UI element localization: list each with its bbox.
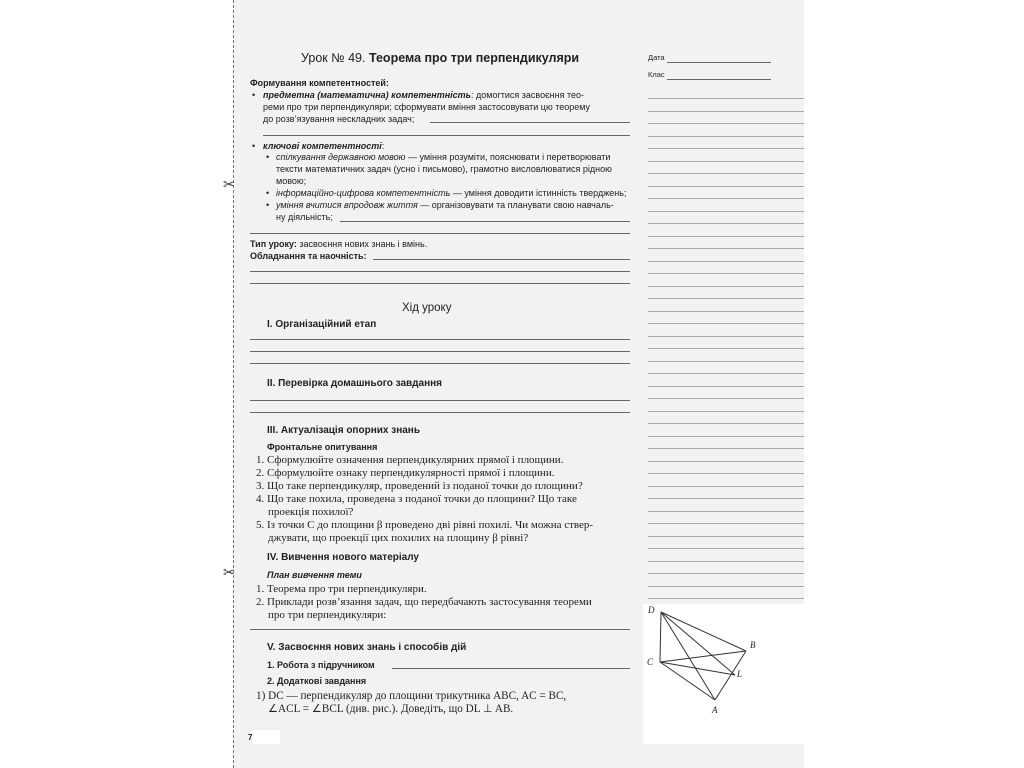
segment-CB [660, 651, 746, 662]
margin-note-line[interactable] [648, 323, 804, 324]
key-competences: ключові компетентності: [263, 141, 385, 151]
margin-note-line[interactable] [648, 261, 804, 262]
communication-line2: тексти математичних задач (усно і письмово), грамотно висловлюватися рідною [276, 164, 612, 174]
segment-CA [660, 662, 715, 700]
geometry-diagram [643, 604, 804, 744]
cut-line [233, 0, 234, 768]
margin-note-line[interactable] [648, 136, 804, 137]
question-5: 5. Із точки C до площини β проведено дві рівні похилі. Чи можна ствер- [256, 519, 594, 531]
scissors-icon: ✂ [223, 564, 235, 580]
page-number-box [252, 730, 280, 744]
subject-competence-line2: реми про три перпендикуляри; сформувати вміння застосовувати цю теорему [263, 102, 591, 112]
plan-item-2-cont: про три перпендикуляри: [268, 609, 387, 621]
write-line[interactable] [250, 363, 630, 364]
scissors-icon: ✂ [223, 176, 235, 192]
margin-note-line[interactable] [648, 561, 804, 562]
section-3-subheading: Фронтальне опитування [267, 442, 378, 452]
communication-line3: мовою; [276, 176, 307, 186]
margin-note-line[interactable] [648, 248, 804, 249]
course-heading: Хід уроку [402, 302, 452, 314]
label-B: B [750, 640, 756, 650]
write-line[interactable] [250, 412, 630, 413]
communication-competence: спілкування державною мовою — уміння розуміти, пояснювати і перетворювати [276, 152, 611, 162]
margin-note-line[interactable] [648, 123, 804, 124]
section-1-heading: І. Організаційний етап [267, 319, 377, 330]
subject-competence: предметна (математична) компетентність: домогтися засвоєння тео- [263, 90, 585, 100]
margin-note-line[interactable] [648, 223, 804, 224]
question-4-cont: проекція похилої? [268, 506, 354, 518]
margin-note-line[interactable] [648, 98, 804, 99]
learning-line2: ну діяльність; [276, 212, 333, 222]
margin-note-line[interactable] [648, 511, 804, 512]
question-4: 4. Що таке похила, проведена з поданої точки до площини? Що таке [256, 493, 577, 505]
margin-note-line[interactable] [648, 198, 804, 199]
margin-note-line[interactable] [648, 336, 804, 337]
margin-note-line[interactable] [648, 586, 804, 587]
write-line[interactable] [263, 135, 630, 136]
triangle-figure [643, 604, 804, 744]
section-5-item-2: 2. Додаткові завдання [267, 676, 367, 686]
label-D: D [648, 605, 655, 615]
segment-DC [660, 612, 661, 662]
lesson-type: Тип уроку: засвоєння нових знань і вмінь. [250, 239, 428, 249]
margin-note-line[interactable] [648, 161, 804, 162]
write-line[interactable] [392, 668, 630, 669]
write-line[interactable] [250, 283, 630, 284]
label-A: A [712, 705, 718, 715]
write-line[interactable] [340, 221, 630, 222]
margin-note-line[interactable] [648, 386, 804, 387]
margin-note-line[interactable] [648, 298, 804, 299]
task-line-2: ∠ACL = ∠BCL (див. рис.). Доведіть, що DL ⊥ AB. [268, 703, 514, 715]
segment-DL [661, 612, 735, 675]
margin-note-line[interactable] [648, 361, 804, 362]
margin-note-line[interactable] [648, 348, 804, 349]
label-C: C [647, 657, 654, 667]
margin-note-line[interactable] [648, 148, 804, 149]
page-number: 7 [248, 733, 253, 742]
class-label: Клас [648, 70, 665, 79]
margin-note-line[interactable] [648, 286, 804, 287]
margin-note-line[interactable] [648, 498, 804, 499]
digital-competence: інформаційно-цифрова компетентність — уміння доводити істинність тверджень; [276, 188, 627, 198]
margin-note-line[interactable] [648, 373, 804, 374]
write-line[interactable] [250, 400, 630, 401]
margin-note-line[interactable] [648, 273, 804, 274]
margin-note-line[interactable] [648, 236, 804, 237]
margin-note-line[interactable] [648, 523, 804, 524]
task-line-1: 1) DC — перпендикуляр до площини трикутника ABC, AC = BC, [256, 690, 567, 702]
section-5-heading: V. Засвоєння нових знань і способів дій [267, 642, 467, 653]
write-line[interactable] [250, 629, 630, 630]
segment-DB [661, 612, 746, 651]
question-2: 2. Сформулюйте ознаку перпендикулярності прямої і площини. [256, 467, 555, 479]
question-5-cont: джувати, що проекції цих похилих на площину β рівні? [268, 532, 529, 544]
section-3-heading: ІІІ. Актуалізація опорних знань [267, 425, 420, 436]
equipment-label: Обладнання та наочність: [250, 251, 367, 261]
margin-note-line[interactable] [648, 436, 804, 437]
bullet: • [252, 141, 256, 151]
date-field[interactable] [667, 62, 771, 63]
bullet: • [266, 200, 270, 210]
margin-note-line[interactable] [648, 186, 804, 187]
write-line[interactable] [250, 339, 630, 340]
bullet: • [266, 188, 270, 198]
segment-CL [660, 662, 735, 675]
margin-note-line[interactable] [648, 536, 804, 537]
question-1: 1. Сформулюйте означення перпендикулярних прямої і площини. [256, 454, 564, 466]
equipment-field[interactable] [373, 259, 630, 260]
margin-note-line[interactable] [648, 548, 804, 549]
competences-heading: Формування компетентностей: [250, 78, 389, 88]
margin-note-line[interactable] [648, 448, 804, 449]
section-4-heading: IV. Вивчення нового матеріалу [267, 552, 419, 563]
date-label: Дата [648, 53, 665, 62]
plan-item-2: 2. Приклади розв’язання задач, що передбачають застосування теореми [256, 596, 592, 608]
margin-note-line[interactable] [648, 111, 804, 112]
class-field[interactable] [667, 79, 771, 80]
write-line[interactable] [250, 233, 630, 234]
question-3: 3. Що таке перпендикуляр, проведений із поданої точки до площини? [256, 480, 583, 492]
section-4-subheading: План вивчення теми [267, 570, 362, 580]
lesson-title [301, 51, 579, 65]
margin-note-line[interactable] [648, 573, 804, 574]
margin-note-line[interactable] [648, 411, 804, 412]
margin-note-line[interactable] [648, 423, 804, 424]
bullet: • [266, 152, 270, 162]
margin-note-line[interactable] [648, 211, 804, 212]
label-L: L [737, 669, 743, 679]
margin-note-line[interactable] [648, 461, 804, 462]
write-line[interactable] [430, 122, 630, 123]
margin-note-line[interactable] [648, 473, 804, 474]
subject-competence-line3: до розв’язування нескладних задач; [263, 114, 415, 124]
lesson-number: Урок № 49. [301, 51, 366, 65]
write-line[interactable] [250, 351, 630, 352]
plan-item-1: 1. Теорема про три перпендикуляри. [256, 583, 427, 595]
margin-note-line[interactable] [648, 486, 804, 487]
lesson-topic: Теорема про три перпендикуляри [368, 51, 580, 65]
margin-note-line[interactable] [648, 311, 804, 312]
section-5-item-1: 1. Робота з підручником [267, 660, 375, 670]
margin-note-line[interactable] [648, 598, 804, 599]
learning-competence: уміння вчитися впродовж життя — організовувати та планувати свою навчаль- [276, 200, 614, 210]
margin-note-line[interactable] [648, 398, 804, 399]
section-2-heading: ІІ. Перевірка домашнього завдання [267, 378, 442, 389]
margin-note-line[interactable] [648, 173, 804, 174]
bullet: • [252, 90, 256, 100]
write-line[interactable] [250, 271, 630, 272]
